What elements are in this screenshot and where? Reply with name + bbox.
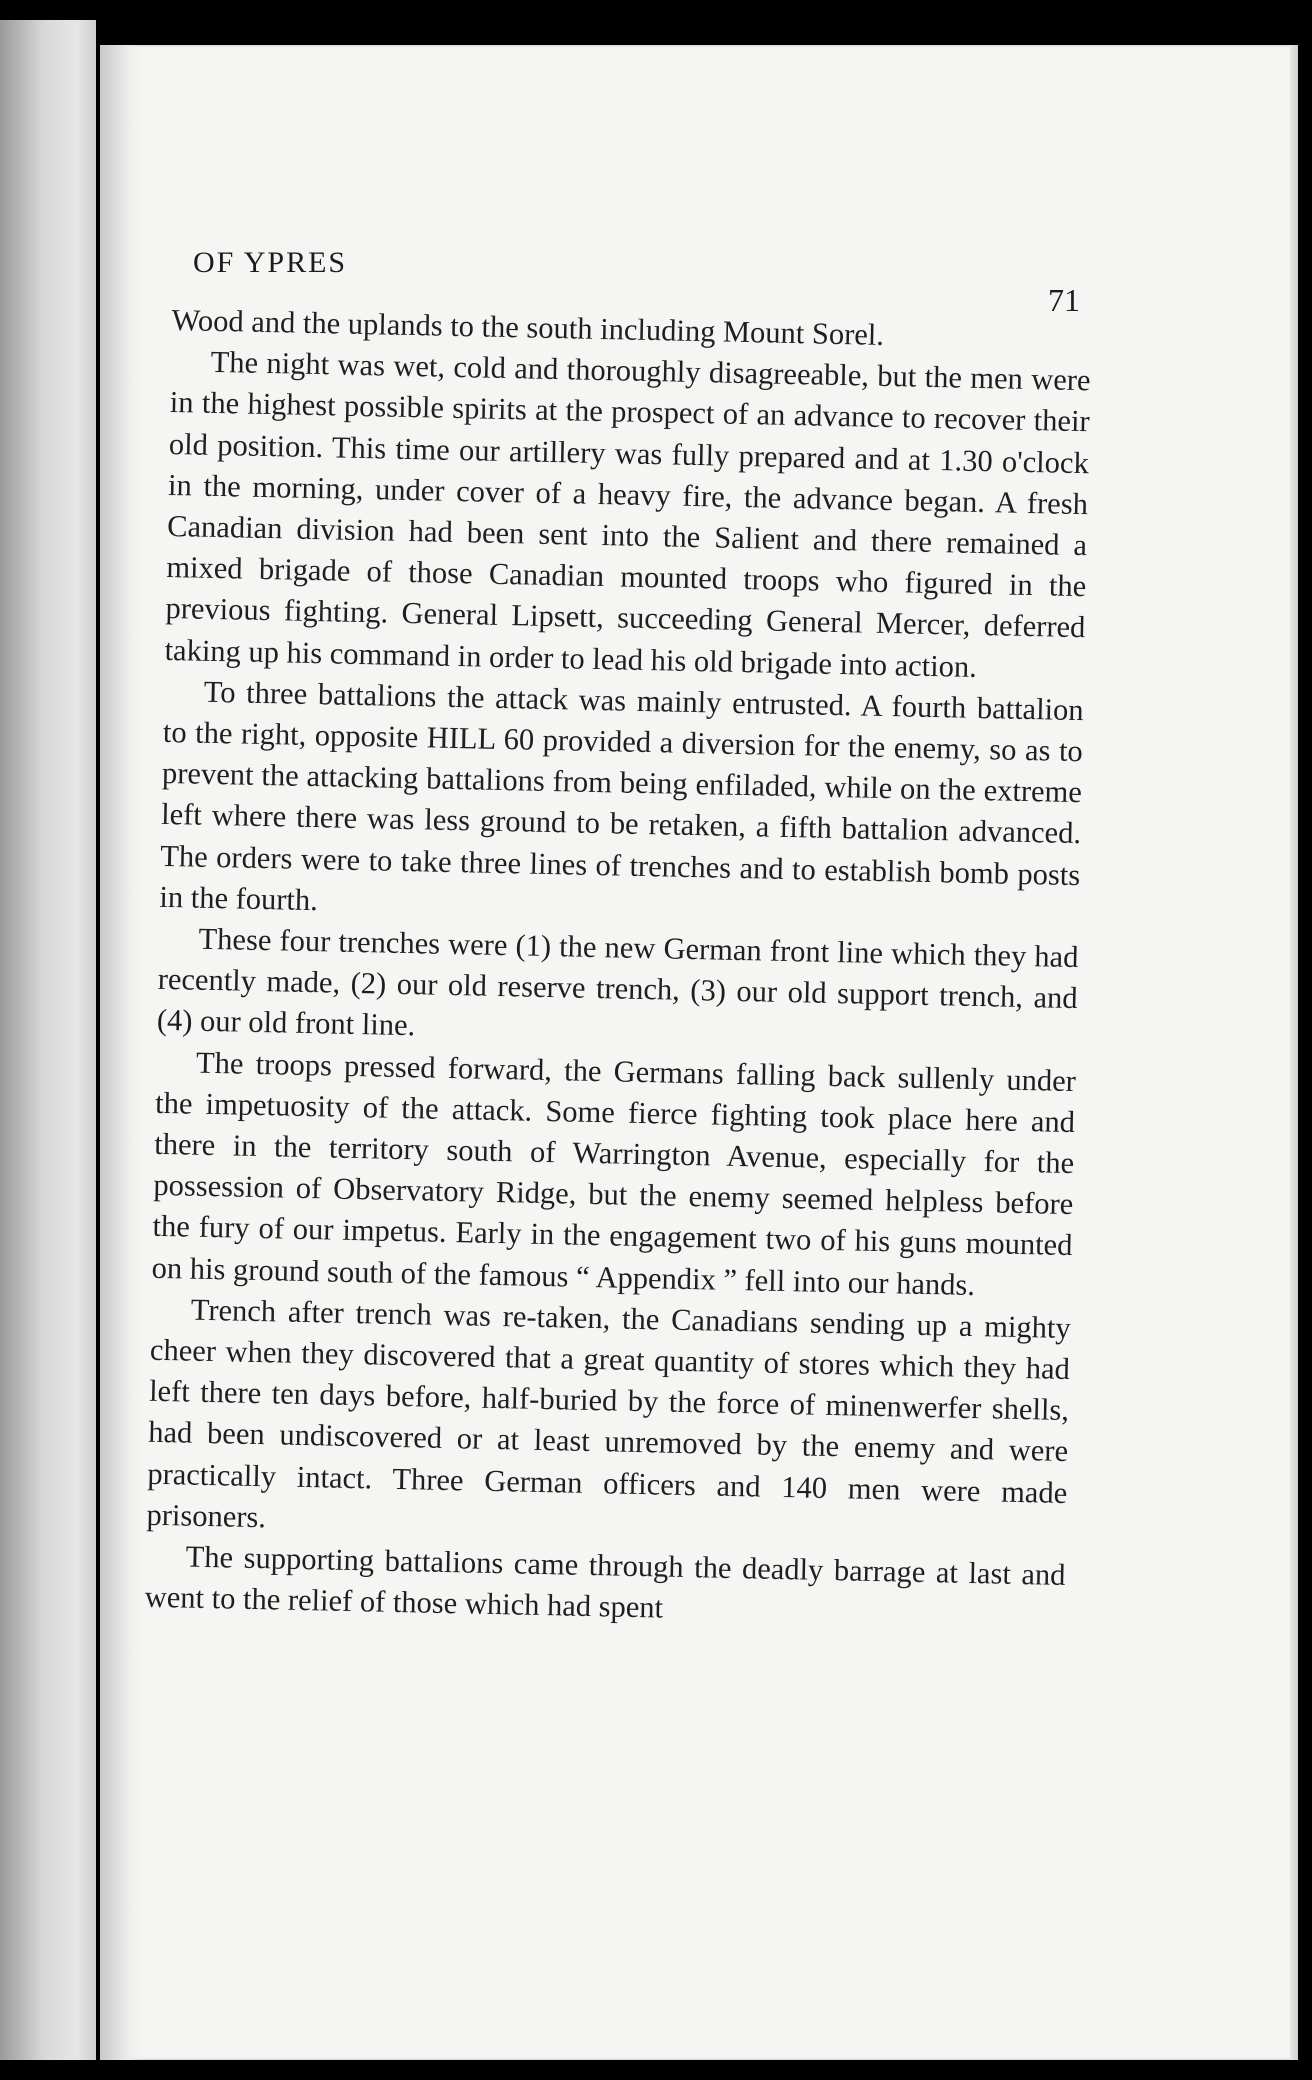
running-head: OF YPRES [193, 246, 348, 279]
page-number: 71 [1048, 282, 1080, 318]
page-right-edge [1290, 45, 1298, 2060]
facing-page-edge [0, 20, 96, 2060]
paragraph: The supporting battalions came through the deadly barrage at last and went to the relief of those which had spent [144, 1539, 1066, 1625]
paragraph: Trench after trench was re-taken, the Canadians sending up a mighty cheer when they discovered that a great quantity of stores which they had left there ten days before, half-buried by the force of minenwerfer shells, had been undiscovered or at least unremoved by the enemy and were practically intact. Three German officers and 140 men were made prisoners. [146, 1292, 1072, 1535]
paragraph: To three battalions the attack was mainly entrusted. A fourth battalion to the right, opposite HILL 60 provided a diversion for the enemy, so as to prevent the attacking battalions from being enfiladed, while on the extreme left where there was less ground to be retaken, a fifth battalion advanced. The orders were to take three lines of trenches and to establish bomb posts in the fourth. [159, 674, 1084, 918]
paragraph: The night was wet, cold and thoroughly disagreeable, but the men were in the highest possible spirits at the prospect of an advance to recover their old position. This time our artillery was fully prepared and at 1.30 o'clock in the morning, under cover of a heavy fire, the advance began. A fresh Canadian division had been sent into the Salient and there remained a mixed brigade of those Canadian mounted troops who figured in the previous fighting. General Lipsett, succeeding General Mercer, deferred taking up his command in order to lead his old brigade into action. [164, 345, 1091, 684]
paragraph: The troops pressed forward, the Germans falling back sullenly under the impetuosity of the attack. Some fierce fighting took place here and there in the territory south of Warrington Avenue, especially for the possession of Observatory Ridge, but the enemy seemed helpless before the fury of our impetus. Early in the engagement two of his guns mounted on his ground south of the famous “ Appendix ” fell into our hands. [151, 1045, 1077, 1302]
body-text [144, 300, 1091, 1637]
paragraph: Wood and the uplands to the south including Mount Sorel. [171, 302, 885, 352]
page-gutter-shadow [100, 45, 140, 2060]
paragraph: These four trenches were (1) the new German front line which they had recently made, (2) our old reserve trench, (3) our old support trench, and (4) our old front line. [156, 921, 1079, 1043]
